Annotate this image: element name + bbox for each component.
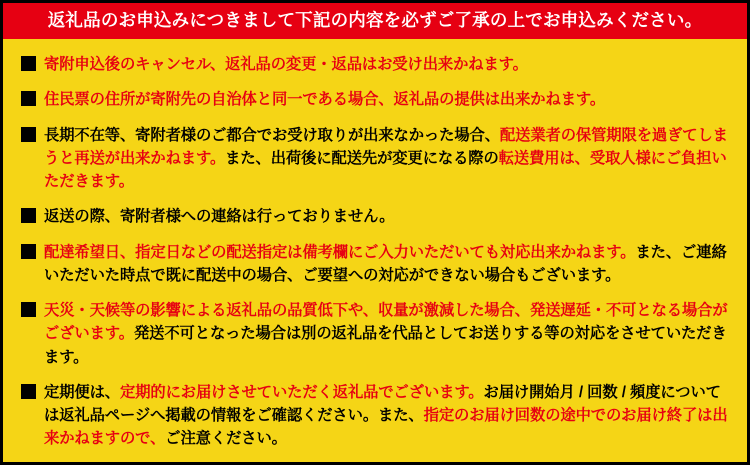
square-bullet-icon: [21, 302, 36, 317]
notice-item-text: [44, 53, 528, 76]
notice-item: [21, 124, 729, 194]
notice-text-emphasis: 指定のお届け回数の途中でのお届け終了は出来かねますので、: [44, 407, 728, 448]
notice-text-emphasis: 配達希望日、指定日などの配送指定は備考欄にご入力いただいても対応出来かねます。: [44, 243, 636, 261]
notice-text-emphasis: 天災・天候等の影響による返礼品の品質低下や、収量が激減した場合、発送遅延・不可となる場合がございます。: [44, 302, 728, 343]
notice-item-text: [44, 299, 729, 369]
notice-text-plain: また、ご連絡いただいた時点で既に配送中の場合、ご要望への対応ができない場合もございます。: [44, 243, 727, 284]
square-bullet-icon: [21, 208, 36, 223]
notice-text-emphasis: 定期的にお届けさせていただく返礼品でございます。: [120, 383, 484, 401]
notice-text-plain: 長期不在等、寄附者様のご都合でお受け取りが出来なかった場合、: [44, 126, 500, 144]
notice-item-text: [44, 124, 729, 194]
notice-text-plain: 定期便は、: [44, 383, 120, 401]
square-bullet-icon: [21, 91, 36, 106]
notice-text-emphasis: 寄附申込後のキャンセル、返礼品の変更・返品はお受け出来かねます。: [44, 56, 528, 73]
notice-item: [21, 53, 729, 76]
notice-item-text: [44, 205, 394, 228]
notice-item: [21, 241, 729, 288]
notice-text-plain: ご注意ください。: [165, 430, 287, 448]
notice-text-plain: また、出荷後に配送先が変更になる際の: [225, 149, 499, 167]
notice-text-plain: 返送の際、寄附者様への連絡は行っておりません。: [44, 208, 395, 226]
square-bullet-icon: [21, 384, 36, 399]
notice-item-text: [44, 241, 729, 288]
notice-item: [21, 205, 729, 228]
notice-item: [21, 88, 729, 111]
notice-text-emphasis: 住民票の住所が寄附先の自治体と同一である場合、返礼品の提供は出来かねます。: [44, 91, 606, 109]
square-bullet-icon: [21, 56, 36, 71]
notice-list: [3, 39, 747, 462]
notice-item: [21, 299, 729, 369]
notice-item: [21, 381, 729, 451]
square-bullet-icon: [21, 244, 36, 259]
notice-text-plain: お届け開始月 / 回数 / 頻度については返礼品ページへ掲載の情報をご確認ください。また、: [44, 383, 721, 424]
notice-item-text: [44, 381, 729, 451]
notice-item-text: [44, 88, 605, 111]
notice-text-emphasis: 配送業者の保管期限を過ぎてしまうと再送が出来かねます。: [44, 126, 728, 167]
notice-text-plain: 発送不可となった場合は別の返礼品を代品としてお送りする等の対応をさせていただきます。: [44, 325, 727, 366]
notice-text-emphasis: 転送費用は、受取人様にご負担いただきます。: [44, 149, 727, 190]
square-bullet-icon: [21, 127, 36, 142]
notice-header-title: 返礼品のお申込みにつきまして下記の内容を必ずご了承の上でお申込みください。: [3, 3, 747, 39]
